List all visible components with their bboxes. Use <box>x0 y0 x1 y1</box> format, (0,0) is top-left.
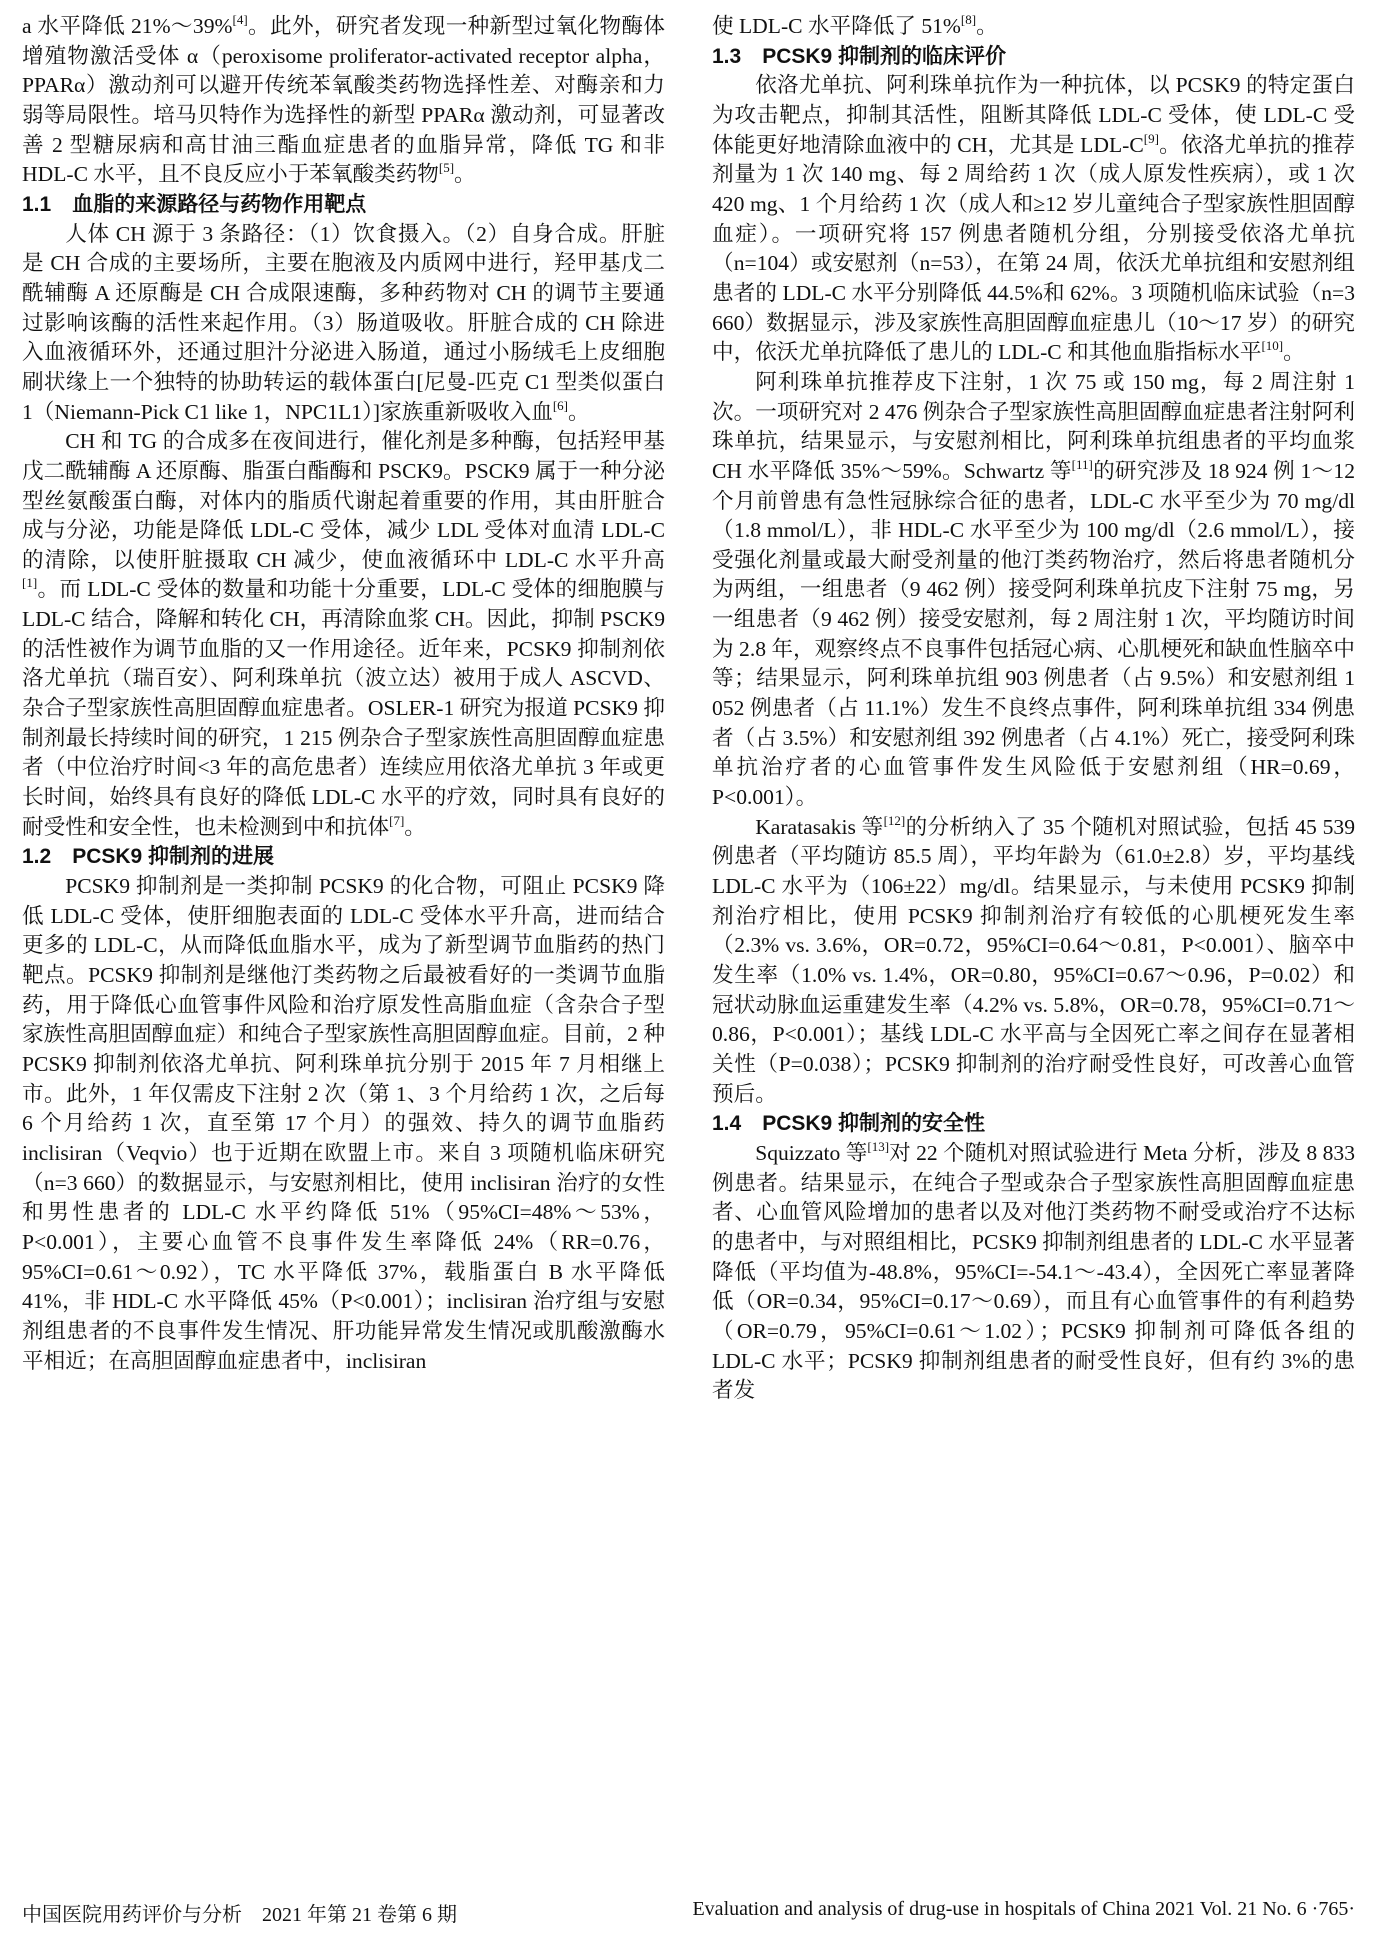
footer-journal-cn: 中国医院用药评价与分析 2021 年第 21 卷第 6 期 <box>22 1904 457 1926</box>
paragraph: 阿利珠单抗推荐皮下注射，1 次 75 或 150 mg，每 2 周注射 1 次。一项研究对 2 476 例杂合子型家族性高胆固醇血症患者注射阿利珠单抗，结果显示，与安慰剂相比，阿利珠单抗组患者的平均血浆 CH 水平降低 35%～59%。Schwartz 等[11]的研究涉及 18 924 例 1～12 个月前曾患有急性冠脉综合征的患者，LDL-C 水平至少为 70 mg/dl（1.8 mmol/L），非 HDL-C 水平至少为 100 mg/dl（2.6 mmol/L），接受强化剂量或最大耐受剂量的他汀类药物治疗，然后将患者随机分为两组，一组患者（9 462 例）接受阿利珠单抗皮下注射 75 mg，另一组患者（9 462 例）接受安慰剂，每 2 周注射 1 次，平均随访时间为 2.8 年，观察终点不良事件包括冠心病、心肌梗死和缺血性脑卒中等；结果显示，阿利珠单抗组 903 例患者（占 9.5%）和安慰剂组 1 052 例患者（占 11.1%）发生不良终点事件，阿利珠单抗组 334 例患者（占 3.5%）和安慰剂组 392 例患者（占 4.1%）死亡，接受阿利珠单抗治疗者的心血管事件发生风险低于安慰剂组（HR=0.69，P<0.001）。 <box>712 369 1355 810</box>
section-heading: 1.2 PCSK9 抑制剂的进展 <box>22 845 275 869</box>
paragraph: Squizzato 等[13]对 22 个随机对照试验进行 Meta 分析，涉及 8 833 例患者。结果显示，在纯合子型或杂合子型家族性高胆固醇血症患者、心血管风险增加的患者以及对他汀类药物不耐受或治疗不达标的患者中，与对照组相比，PCSK9 抑制剂组患者的 LDL-C 水平显著降低（平均值为-48.8%，95%CI=-54.1～-43.4），全因死亡率显著降低（OR=0.34，95%CI=0.17～0.69），而且有心血管事件的有利趋势（OR=0.79，95%CI=0.61～1.02）；PCSK9 抑制剂可降低各组的 LDL-C 水平；PCSK9 抑制剂组患者的耐受性良好，但有约 3%的患者发 <box>712 1138 1355 1403</box>
citation-marker: [1] <box>22 575 38 591</box>
citation-marker: [11] <box>1071 456 1093 472</box>
citation-marker: [4] <box>232 12 248 27</box>
left-column <box>22 12 665 1376</box>
section-heading: 1.1 血脂的来源路径与药物作用靶点 <box>22 192 367 216</box>
citation-marker: [12] <box>883 812 906 828</box>
paragraph: CH 和 TG 的合成多在夜间进行，催化剂是多种酶，包括羟甲基戊二酰辅酶 A 还原酶、脂蛋白酯酶和 PSCK9。PSCK9 属于一种分泌型丝氨酸蛋白酶，对体内的脂质代谢起着重要的作用，其由肝脏合成与分泌，功能是降低 LDL-C 受体，减少 LDL 受体对血清 LDL-C 的清除，以使肝脏摄取 CH 减少，使血液循环中 LDL-C 水平升高[1]。而 LDL-C 受体的数量和功能十分重要，LDL-C 受体的细胞膜与 LDL-C 结合，降解和转化 CH，再清除血浆 CH。因此，抑制 PSCK9 的活性被作为调节血脂的又一作用途径。近年来，PCSK9 抑制剂依洛尤单抗（瑞百安）、阿利珠单抗（波立达）被用于成人 ASCVD、杂合子型家族性高胆固醇血症患者。OSLER-1 研究为报道 PCSK9 抑制剂最长持续时间的研究，1 215 例杂合子型家族性高胆固醇血症患者（中位治疗时间<3 年的高危患者）连续应用依洛尤单抗 3 年或更长时间，始终具有良好的降低 LDL-C 水平的疗效，同时具有良好的耐受性和安全性，也未检测到中和抗体[7]。 <box>22 429 665 839</box>
section-heading: 1.3 PCSK9 抑制剂的临床评价 <box>712 44 1007 68</box>
citation-marker: [8] <box>960 12 977 27</box>
citation-marker: [7] <box>389 812 405 828</box>
right-column <box>712 12 1355 1406</box>
citation-marker: [10] <box>1261 338 1284 354</box>
citation-marker: [9] <box>1143 130 1159 146</box>
footer-journal-en: Evaluation and analysis of drug-use in hospitals of China 2021 Vol. 21 No. 6 <box>692 1898 1307 1920</box>
footer-journal-en-page <box>692 1898 1355 1927</box>
paragraph: a 水平降低 21%～39%[4]。此外，研究者发现一种新型过氧化物酶体增殖物激活受体 α（peroxisome proliferator-activated receptor alpha，PPARα）激动剂可以避开传统苯氧酸类药物选择性差、对酶亲和力弱等局限性。培马贝特作为选择性的新型 PPARα 激动剂，可显著改善 2 型糖尿病和高甘油三酯血症患者的血脂异常，降低 TG 和非 HDL-C 水平，且不良反应小于苯氧酸类药物[5]。 <box>22 12 665 187</box>
page-number: ·765· <box>1311 1898 1355 1920</box>
citation-marker: [13] <box>867 1138 890 1154</box>
paragraph: Karatasakis 等[12]的分析纳入了 35 个随机对照试验，包括 45 539 例患者（平均随访 85.5 周），平均年龄为（61.0±2.8）岁，平均基线 LDL-C 水平为（106±22）mg/dl。结果显示，与未使用 PCSK9 抑制剂治疗相比，使用 PCSK9 抑制剂治疗有较低的心肌梗死发生率（2.3% vs. 3.6%，OR=0.72，95%CI=0.64～0.81，P<0.001）、脑卒中发生率（1.0% vs. 1.4%，OR=0.80，95%CI=0.67～0.96，P=0.02）和冠状动脉血运重建发生率（4.2% vs. 5.8%，OR=0.78，95%CI=0.71～0.86，P<0.001）；基线 LDL-C 水平高与全因死亡率之间存在显著相关性（P=0.038）；PCSK9 抑制剂的治疗耐受性良好，可改善心血管预后。 <box>712 812 1355 1106</box>
paragraph: 依洛尤单抗、阿利珠单抗作为一种抗体，以 PCSK9 的特定蛋白为攻击靶点，抑制其活性，阻断其降低 LDL-C 受体，使 LDL-C 受体能更好地清除血液中的 CH，尤其是 LDL-C[9]。依洛尤单抗的推荐剂量为 1 次 140 mg、每 2 周给药 1 次（成人原发性疾病），或 1 次 420 mg、1 个月给药 1 次（成人和≥12 岁儿童纯合子型家族性胆固醇血症）。一项研究将 157 例患者随机分组，分别接受依洛尤单抗（n=104）或安慰剂（n=53），在第 24 周，依沃尤单抗组和安慰剂组患者的 LDL-C 水平分别降低 44.5%和 62%。3 项随机临床试验（n=3 660）数据显示，涉及家族性高胆固醇血症患儿（10～17 岁）的研究中，依沃尤单抗降低了患儿的 LDL-C 和其他血脂指标水平[10]。 <box>712 73 1355 365</box>
page-footer <box>22 1898 1355 1927</box>
citation-marker: [5] <box>438 160 455 176</box>
section-heading: 1.4 PCSK9 抑制剂的安全性 <box>712 1112 986 1136</box>
paragraph: 使 LDL-C 水平降低了 51%[8]。 <box>712 12 998 38</box>
paragraph: 人体 CH 源于 3 条路径：（1）饮食摄入。（2）自身合成。肝脏是 CH 合成的主要场所，主要在胞液及内质网中进行，羟甲基戊二酰辅酶 A 还原酶是 CH 合成限速酶，多种药物对 CH 的调节主要通过影响该酶的活性来起作用。（3）肠道吸收。肝脏合成的 CH 除进入血液循环外，还通过胆汁分泌进入肠道，通过小肠绒毛上皮细胞刷状缘上一个独特的协助转运的载体蛋白[尼曼-匹克 C1 型类似蛋白 1（Niemann-Pick C1 like 1，NPC1L1）]家族重新吸收入血[6]。 <box>22 221 665 424</box>
paragraph: PCSK9 抑制剂是一类抑制 PCSK9 的化合物，可阻止 PCSK9 降低 LDL-C 受体，使肝细胞表面的 LDL-C 受体水平升高，进而结合更多的 LDL-C，从而降低血脂水平，成为了新型调节血脂药的热门靶点。PCSK9 抑制剂是继他汀类药物之后最被看好的一类调节血脂药，用于降低心血管事件风险和治疗原发性高脂血症（含杂合子型家族性高胆固醇血症）和纯合子型家族性高胆固醇血症。目前，2 种 PCSK9 抑制剂依洛尤单抗、阿利珠单抗分别于 2015 年 7 月相继上市。此外，1 年仅需皮下注射 2 次（第 1、3 个月给药 1 次，之后每 6 个月给药 1 次，直至第 17 个月）的强效、持久的调节血脂药 inclisiran（Veqvio）也于近期在欧盟上市。来自 3 项随机临床研究（n=3 660）的数据显示，与安慰剂相比，使用 inclisiran 治疗的女性和男性患者的 LDL-C 水平约降低 51%（95%CI=48%～53%，P<0.001），主要心血管不良事件发生率降低 24%（RR=0.76，95%CI=0.61～0.92），TC 水平降低 37%，载脂蛋白 B 水平降低 41%，非 HDL-C 水平降低 45%（P<0.001）；inclisiran 治疗组与安慰剂组患者的不良事件发生情况、肝功能异常发生情况或肌酸激酶水平相近；在高胆固醇血症患者中，inclisiran <box>22 874 665 1373</box>
citation-marker: [6] <box>552 397 568 413</box>
